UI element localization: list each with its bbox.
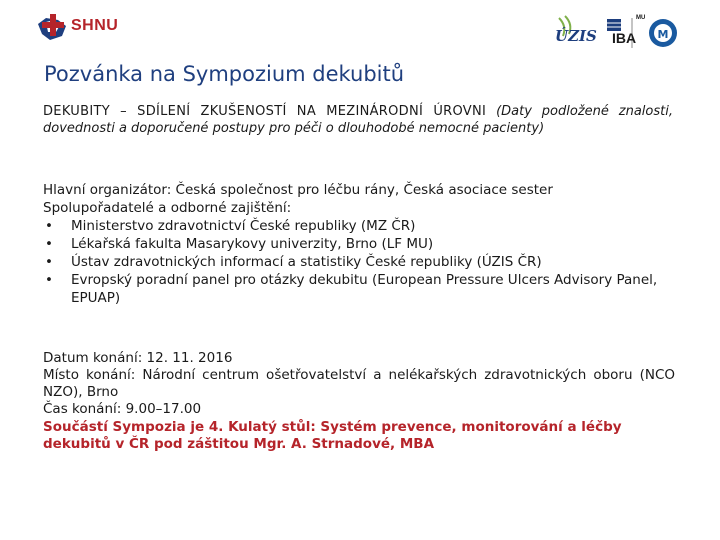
iba-logo-text: IBA — [612, 30, 637, 46]
list-item: • Lékařská fakulta Masarykovy univerzity, Brno (LF MU) — [45, 236, 434, 252]
mu-logo-text: MU — [636, 15, 646, 21]
list-item: • Ústav zdravotnických informací a statistiky České republiky (ÚZIS ČR) — [45, 254, 542, 270]
event-time: Čas konání: 9.00–17.00 — [43, 401, 202, 417]
event-info-section — [43, 350, 675, 453]
main-organizer: Hlavní organizátor: Česká společnost pro léčbu rány, Česká asociace sester — [43, 182, 553, 198]
header — [0, 0, 720, 60]
shnu-logo-text: SHNU — [71, 17, 119, 34]
intro-italic: (Daty podložené znalosti, dovednosti a doporučené postupy pro péči o dlouhodobé nemocné pacienty) — [43, 104, 673, 136]
bullet-icon: • — [45, 254, 53, 270]
intro-caps: DEKUBITY – SDÍLENÍ ZKUŠENOSTÍ NA MEZINÁRODNÍ ÚROVNI — [43, 104, 487, 119]
uzis-logo-text: ÚZIS — [555, 27, 597, 45]
organizers-section — [43, 181, 683, 307]
page-title: Pozvánka na Sympozium dekubitů — [44, 62, 405, 86]
co-organizers-list — [43, 217, 683, 307]
bullet-icon: • — [45, 272, 53, 288]
round-table-highlight: Součástí Sympozia je 4. Kulatý stůl: Systém prevence, monitorování a léčby dekubitů v ČR pod záštitou Mgr. A. Strnadové, MBA — [43, 419, 622, 452]
svg-text:M: M — [657, 28, 669, 41]
event-date: Datum konání: 12. 11. 2016 — [43, 350, 233, 366]
list-item: • Evropský poradní panel pro otázky dekubitu (European Pressure Ulcers Advisory Panel, EPUAP) — [45, 272, 658, 306]
co-organizers-label: Spolupořadatelé a odborné zajištění: — [43, 200, 292, 216]
bullet-icon: • — [45, 218, 53, 234]
intro-paragraph — [43, 103, 673, 137]
list-item: • Ministerstvo zdravotnictví České republiky (MZ ČR) — [45, 218, 416, 234]
bullet-icon: • — [45, 236, 53, 252]
event-venue: Místo konání: Národní centrum ošetřovatelství a nelékařských zdravotnických oboru (NCO NZO), Brno — [43, 367, 675, 400]
